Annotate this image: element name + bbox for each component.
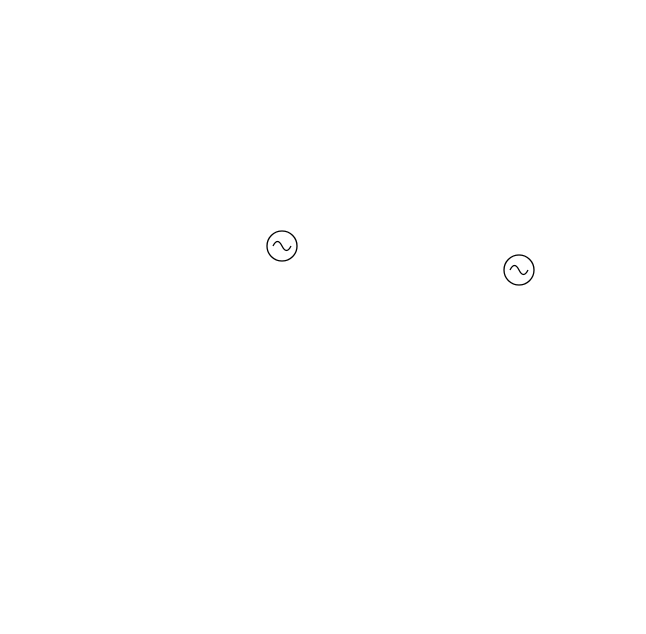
figure-3-diagram	[267, 231, 534, 285]
generator-source	[504, 255, 534, 285]
utility-source	[267, 231, 297, 261]
